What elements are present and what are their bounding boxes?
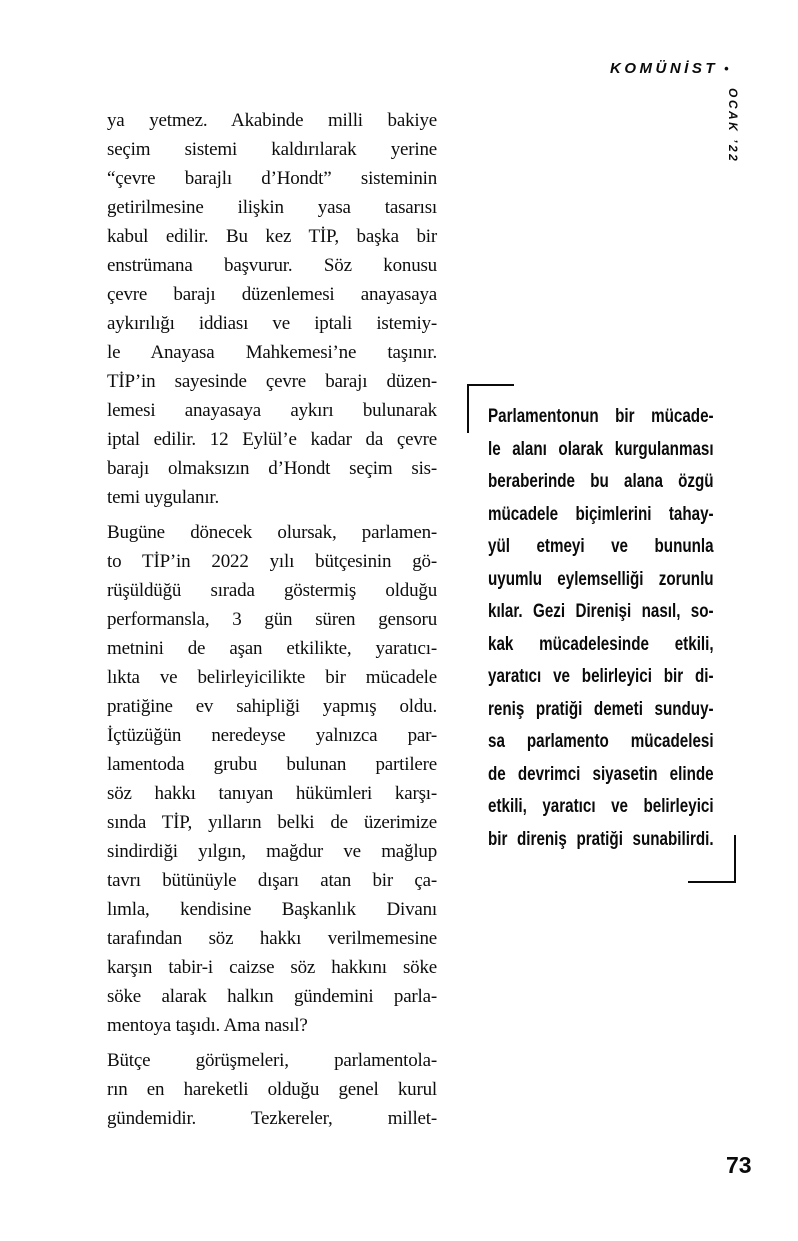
text-line: barajı olmaksızın d’Hondt seçim sis- <box>107 458 437 479</box>
text-line: “çevre barajlı d’Hondt” sisteminin <box>107 168 437 189</box>
text-line: karşın tabir-i caizse söz hakkını söke <box>107 957 437 978</box>
text-line: Bugüne dönecek olursak, parlamen- <box>107 522 437 543</box>
text-line: metnini de aşan etkilikte, yaratıcı- <box>107 638 437 659</box>
text-line: iptal edilir. 12 Eylül’e kadar da çevre <box>107 429 437 450</box>
text-line: bir direniş pratiği sunabilirdi. <box>488 828 714 850</box>
text-line: to TİP’in 2022 yılı bütçesinin gö- <box>107 551 437 572</box>
body-paragraph <box>107 1046 437 1133</box>
pull-quote-text <box>488 401 714 856</box>
text-line: mentoya taşıdı. Ama nasıl? <box>107 1015 308 1036</box>
text-line: pratiğine ev sahipliği yapmış oldu. <box>107 696 437 717</box>
body-paragraph <box>107 518 437 1040</box>
text-line: rın en hareketli olduğu genel kurul <box>107 1079 437 1100</box>
text-line: aykırılığı iddiası ve iptali istemiy- <box>107 313 437 334</box>
text-line: tavrı bütünüyle dışarı atan bir ça- <box>107 870 437 891</box>
text-line: lımla, kendisine Başkanlık Divanı <box>107 899 437 920</box>
text-line: seçim sistemi kaldırılarak yerine <box>107 139 437 160</box>
text-line: çevre barajı düzenlemesi anayasaya <box>107 284 437 305</box>
text-line: beraberinde bu alana özgü <box>488 471 714 492</box>
text-line: mücadele biçimlerini tahay- <box>488 503 714 525</box>
text-line: temi uygulanır. <box>107 487 220 508</box>
text-line: TİP’in sayesinde çevre barajı düzen- <box>107 371 437 392</box>
page-number: 73 <box>726 1152 752 1178</box>
magazine-title: KOMÜNİST <box>610 60 718 77</box>
text-line: de devrimci siyasetin elinde <box>488 763 714 785</box>
text-line: söke alarak halkın gündemini parla- <box>107 986 437 1007</box>
text-line: söz hakkı tanıyan hükümleri karşı- <box>107 783 437 804</box>
body-paragraph <box>107 106 437 512</box>
text-line: sindirdiği yılgın, mağdur ve mağlup <box>107 841 437 862</box>
text-line: ya yetmez. Akabinde milli bakiye <box>107 110 437 131</box>
text-line: rüşüldüğü sırada göstermiş olduğu <box>107 580 437 601</box>
text-line: kak mücadelesinde etkili, <box>488 633 714 655</box>
text-line: etkili, yaratıcı ve belirleyici <box>488 796 714 817</box>
text-line: enstrümana başvurur. Söz konusu <box>107 255 437 276</box>
text-line: yül etmeyi ve bununla <box>488 536 714 557</box>
text-line: le alanı olarak kurgulanması <box>488 438 714 460</box>
text-line: lıkta ve belirleyicilikte bir mücadele <box>107 667 437 688</box>
text-line: İçtüzüğün neredeyse yalnızca par- <box>107 725 437 746</box>
text-line: Bütçe görüşmeleri, parlamentola- <box>107 1050 437 1071</box>
text-line: Parlamentonun bir mücade- <box>488 406 714 427</box>
masthead <box>610 60 729 77</box>
quote-bracket-bottom-icon <box>688 835 736 883</box>
text-line: lamentoda grubu bulunan partilere <box>107 754 437 775</box>
text-line: gündemidir. Tezkereler, millet- <box>107 1108 437 1129</box>
bullet-separator-icon: • <box>724 61 729 76</box>
text-line: reniş pratiği demeti sunduy- <box>488 698 714 720</box>
text-line: sa parlamento mücadelesi <box>488 731 714 752</box>
text-line: le Anayasa Mahkemesi’ne taşınır. <box>107 342 437 363</box>
text-line: kabul edilir. Bu kez TİP, başka bir <box>107 226 437 247</box>
text-line: kılar. Gezi Direnişi nasıl, so- <box>488 601 714 622</box>
text-line: sında TİP, yılların belki de üzerimize <box>107 812 437 833</box>
issue-date: OCAK ’22 <box>726 88 740 164</box>
text-line: tarafından söz hakkı verilmemesine <box>107 928 437 949</box>
text-line: lemesi anayasaya aykırı bulunarak <box>107 400 437 421</box>
text-line: getirilmesine ilişkin yasa tasarısı <box>107 197 437 218</box>
text-line: uyumlu eylemselliği zorunlu <box>488 568 714 590</box>
text-line: performansla, 3 gün süren gensoru <box>107 609 437 630</box>
article-body <box>107 106 437 1133</box>
text-line: yaratıcı ve belirleyici bir di- <box>488 666 714 687</box>
